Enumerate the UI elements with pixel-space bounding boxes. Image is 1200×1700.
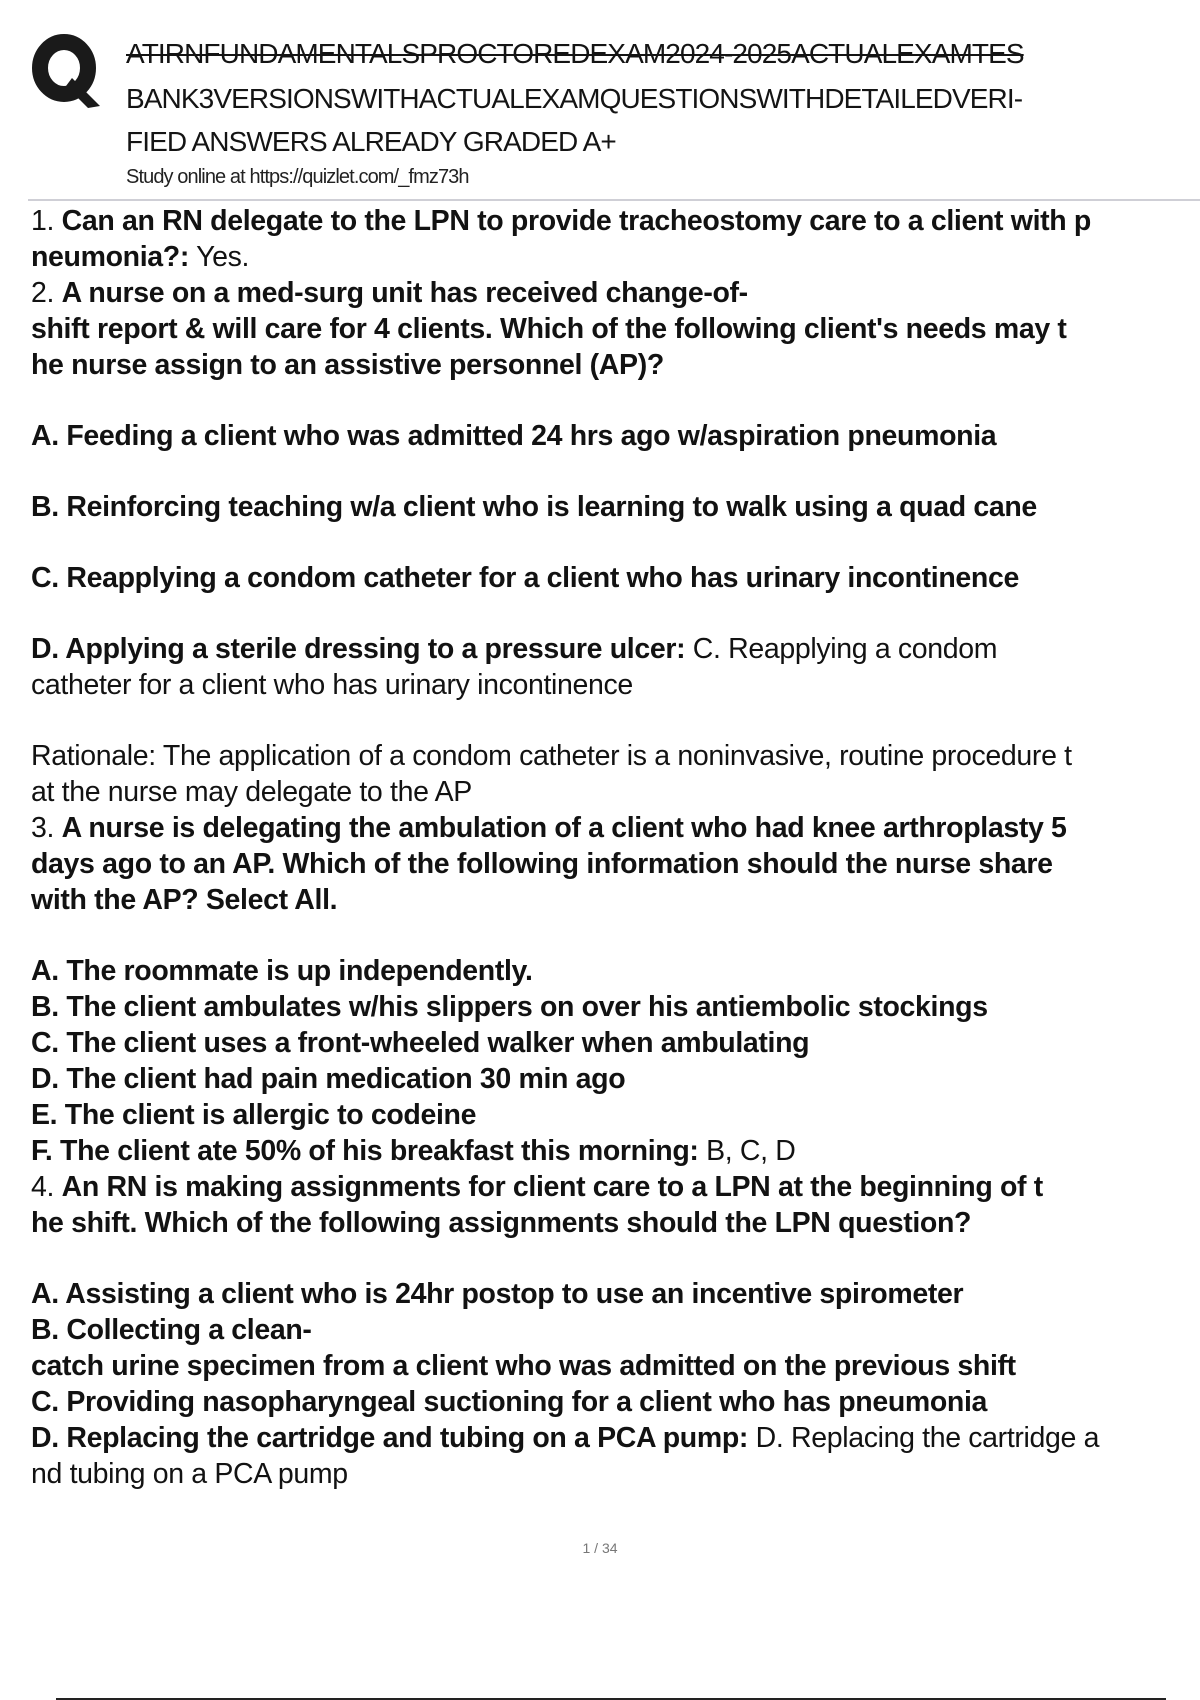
question-3-stem-cont: days ago to an AP. Which of the following information should the nurse share (31, 848, 1053, 880)
question-4-answer-line-2 (31, 1456, 1200, 1492)
question-4-stem-cont: he shift. Which of the following assignments should the LPN question? (31, 1207, 972, 1239)
question-4-option-b-cont: catch urine specimen from a client who was admitted on the previous shift (31, 1350, 1016, 1382)
question-4-option-c (31, 1384, 1200, 1420)
question-4-number: 4. (31, 1171, 55, 1203)
question-2-option-b-text: B. Reinforcing teaching w/a client who is learning to walk using a quad cane (31, 491, 1037, 523)
document-title-line-2: BANK3VERSIONSWITHACTUALEXAMQUESTIONSWITHDETAILEDVERI- (126, 83, 1023, 114)
header-divider (28, 199, 1200, 201)
question-4-stem: An RN is making assignments for client care to a LPN at the beginning of t (61, 1171, 1043, 1203)
question-3-option-f (31, 1133, 1200, 1169)
question-2-stem: A nurse on a med-surg unit has received change-of- (61, 277, 748, 309)
question-2-line-2 (31, 311, 1200, 347)
question-2-answer-line-2 (31, 667, 1200, 703)
question-3-stem: A nurse is delegating the ambulation of a client who had knee arthroplasty 5 (61, 812, 1067, 844)
question-3-answer: B, C, D (706, 1135, 796, 1167)
question-2-option-a (31, 418, 1200, 454)
question-4-option-a-text: A. Assisting a client who is 24hr postop to use an incentive spirometer (31, 1278, 964, 1310)
question-1-line-2 (31, 239, 1200, 275)
page-number: 1 / 34 (582, 1540, 618, 1556)
document-title-line-3: FIED ANSWERS ALREADY GRADED A+ (126, 126, 616, 157)
study-online-link[interactable]: Study online at https://quizlet.com/_fmz73h (126, 166, 469, 188)
question-1 (31, 203, 1200, 275)
question-3-option-f-text: F. The client ate 50% of his breakfast this morning: (31, 1135, 699, 1167)
question-3-option-d (31, 1061, 1200, 1097)
question-4-option-d-text: D. Replacing the cartridge and tubing on a PCA pump: (31, 1422, 749, 1454)
question-2-answer: C. Reapplying a condom (692, 633, 998, 665)
question-3-line-1 (31, 810, 1200, 846)
question-1-number: 1. (31, 205, 55, 237)
question-3-option-c-text: C. The client uses a front-wheeled walker when ambulating (31, 1027, 810, 1059)
question-4-answer: D. Replacing the cartridge a (755, 1422, 1100, 1454)
question-3-option-b-text: B. The client ambulates w/his slippers on over his antiembolic stockings (31, 991, 988, 1023)
question-4-line-1 (31, 1169, 1200, 1205)
question-3-number: 3. (31, 812, 55, 844)
question-3-option-e (31, 1097, 1200, 1133)
question-3 (31, 810, 1200, 1169)
question-3-line-3 (31, 882, 1200, 918)
document-title-line-1: ATIRNFUNDAMENTALSPROCTOREDEXAM2024-2025ACTUALEXAMTES (126, 38, 1024, 69)
question-3-option-c (31, 1025, 1200, 1061)
question-1-text: Can an RN delegate to the LPN to provide tracheostomy care to a client with p (61, 205, 1091, 237)
question-2-rationale-cont: at the nurse may delegate to the AP (31, 776, 472, 808)
question-2-rationale (31, 738, 1200, 774)
question-3-line-2 (31, 846, 1200, 882)
question-3-option-d-text: D. The client had pain medication 30 min ago (31, 1063, 626, 1095)
question-4-option-b (31, 1312, 1200, 1348)
question-3-stem-end: with the AP? Select All. (31, 884, 338, 916)
quizlet-logo-icon (28, 30, 108, 110)
question-2-line-3 (31, 347, 1200, 383)
question-4 (31, 1169, 1200, 1492)
question-2-option-d-text: D. Applying a sterile dressing to a pressure ulcer: (31, 633, 686, 665)
question-1-answer: Yes. (196, 241, 250, 273)
question-2-rationale-text: Rationale: The application of a condom catheter is a noninvasive, routine procedure t (31, 740, 1072, 772)
question-list (31, 203, 1200, 1492)
question-4-option-a (31, 1276, 1200, 1312)
question-2-line-1 (31, 275, 1200, 311)
question-4-option-b-text: B. Collecting a clean- (31, 1314, 312, 1346)
question-2-number: 2. (31, 277, 55, 309)
question-2-rationale-line-2 (31, 774, 1200, 810)
question-3-option-e-text: E. The client is allergic to codeine (31, 1099, 477, 1131)
question-4-line-2 (31, 1205, 1200, 1241)
question-2 (31, 275, 1200, 810)
question-4-option-b-line-2 (31, 1348, 1200, 1384)
question-1-line-1 (31, 203, 1200, 239)
question-3-option-a (31, 953, 1200, 989)
question-2-stem-end: he nurse assign to an assistive personnel (AP)? (31, 349, 664, 381)
question-3-option-a-text: A. The roommate is up independently. (31, 955, 533, 987)
question-3-option-b (31, 989, 1200, 1025)
question-2-option-c-text: C. Reapplying a condom catheter for a client who has urinary incontinence (31, 562, 1019, 594)
question-2-option-a-text: A. Feeding a client who was admitted 24 hrs ago w/aspiration pneumonia (31, 420, 997, 452)
question-4-answer-cont: nd tubing on a PCA pump (31, 1458, 348, 1490)
question-2-option-b (31, 489, 1200, 525)
question-2-option-c (31, 560, 1200, 596)
question-1-text-cont: neumonia?: (31, 241, 189, 273)
question-2-option-d (31, 631, 1200, 667)
question-2-stem-cont: shift report & will care for 4 clients. Which of the following client's needs may t (31, 313, 1067, 345)
question-4-option-c-text: C. Providing nasopharyngeal suctioning for a client who has pneumonia (31, 1386, 988, 1418)
question-4-option-d (31, 1420, 1200, 1456)
question-2-answer-cont: catheter for a client who has urinary incontinence (31, 669, 633, 701)
